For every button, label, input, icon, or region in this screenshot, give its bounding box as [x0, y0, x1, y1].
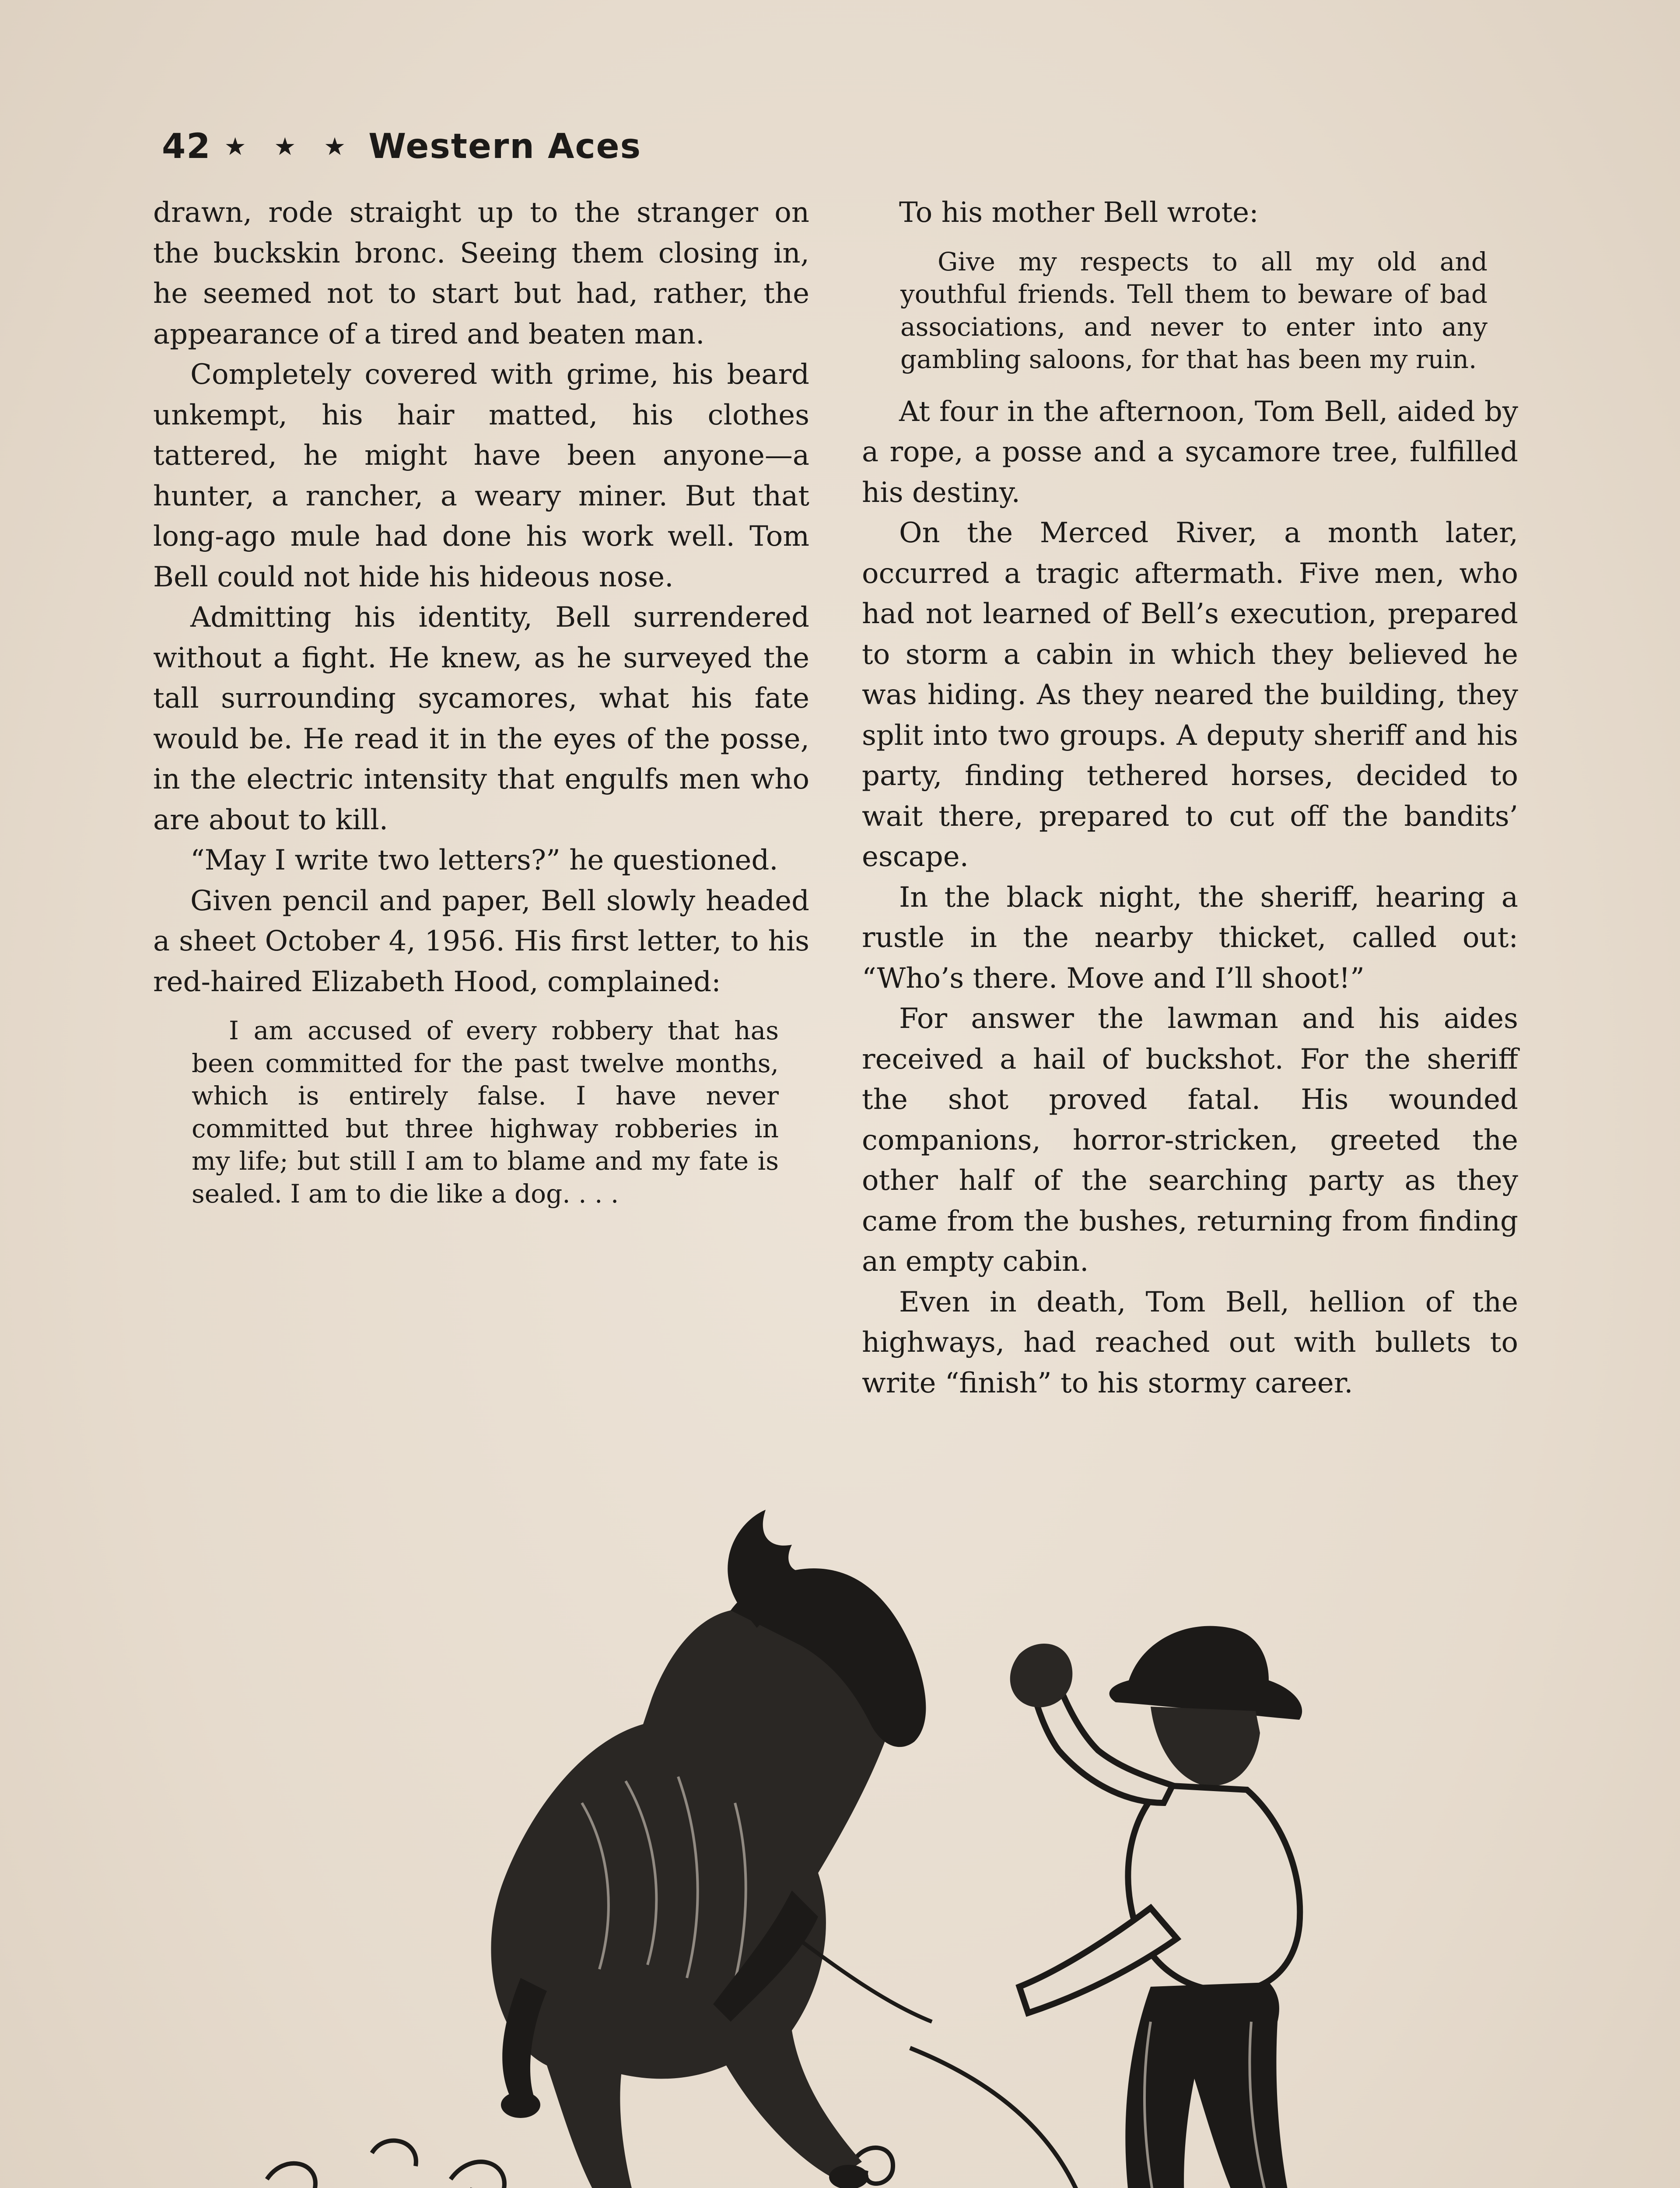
quote-text: I am accused of every robbery that has been committed for the past twelve months, which is entirely false. I have never committed but three highway robberies in my life; but still I am to blame and my fate is sealed. I am to die like a dog. . . .: [192, 1016, 779, 1209]
paragraph: “May I write two letters?” he questioned.: [190, 844, 778, 877]
quote-text: Give my respects to all my old and youthful friends. Tell them to beware of bad associations, and never to enter into any gambling saloons, for that has been my ruin.: [900, 246, 1488, 374]
paragraph: On the Merced River, a month later, occurred a tragic aftermath. Five men, who had not learned of Bell’s execution, prepared to storm a cabin in which they believed he was hiding. As they neared the building, they split into two groups. A deputy sheriff and his party, finding tethered horses, decided to wait there, prepared to cut off the bandits’ escape.: [862, 517, 1518, 873]
horse-body: [491, 1608, 890, 2188]
page-number: 42: [162, 127, 211, 166]
star-ornaments: ★ ★ ★: [224, 132, 356, 161]
cowboy-figure: [1010, 1626, 1326, 2188]
cowboy-head: [1151, 1707, 1260, 1786]
paragraph: Completely covered with grime, his beard unkempt, his hair matted, his clothes tattered, he might have been anyone—a hunter, a rancher, a weary miner. But that long-ago mule had done his work well. Tom Bell could not hide his hideous nose.: [153, 358, 809, 593]
paragraph: For answer the lawman and his aides received a hail of buckshot. For the sheriff the shot proved fatal. His wounded companions, horror-stricken, greeted the other half of the searching party as they came from the bushes, returning from finding an empty cabin.: [862, 1003, 1518, 1278]
paragraph: In the black night, the sheriff, hearing a rustle in the nearby thicket, called out: “Who’s there. Move and I’ll shoot!”: [862, 881, 1518, 995]
cowboy-and-horse-illustration: [188, 1497, 1522, 2188]
cowboy-torso: [1128, 1785, 1300, 1992]
cowboy-chaps: [1125, 1982, 1299, 2188]
right-column: [862, 193, 1518, 1403]
paragraph: Even in death, Tom Bell, hellion of the highways, had reached out with bullets to write “finish” to his stormy career.: [862, 1286, 1518, 1399]
magazine-title: Western Aces: [368, 127, 642, 166]
paragraph: At four in the afternoon, Tom Bell, aided by a rope, a posse and a sycamore tree, fulfilled his destiny.: [862, 395, 1518, 509]
rearing-horse: [491, 1510, 926, 2188]
cowboy-hat: [1110, 1626, 1302, 1720]
paragraph: To his mother Bell wrote:: [899, 196, 1259, 229]
page-header: [162, 127, 641, 166]
left-column: [153, 193, 809, 1226]
lasso-rope: [910, 2048, 1098, 2188]
letter-quote: [153, 1014, 809, 1210]
horse-hoof: [501, 2092, 540, 2118]
paragraph: drawn, rode straight up to the stranger on the buckskin bronc. Seeing them closing in, he seemed not to start but had, rather, the appearance of a tired and beaten man.: [153, 196, 809, 351]
letter-quote: [862, 245, 1518, 376]
paragraph: Admitting his identity, Bell surrendered without a fight. He knew, as he surveyed the tall surrounding sycamores, what his fate would be. He read it in the eyes of the posse, in the electric intensity that engulfs men who are about to kill.: [153, 601, 809, 836]
paragraph: Given pencil and paper, Bell slowly headed a sheet October 4, 1956. His first letter, to his red-haired Elizabeth Hood, complained:: [153, 884, 809, 998]
